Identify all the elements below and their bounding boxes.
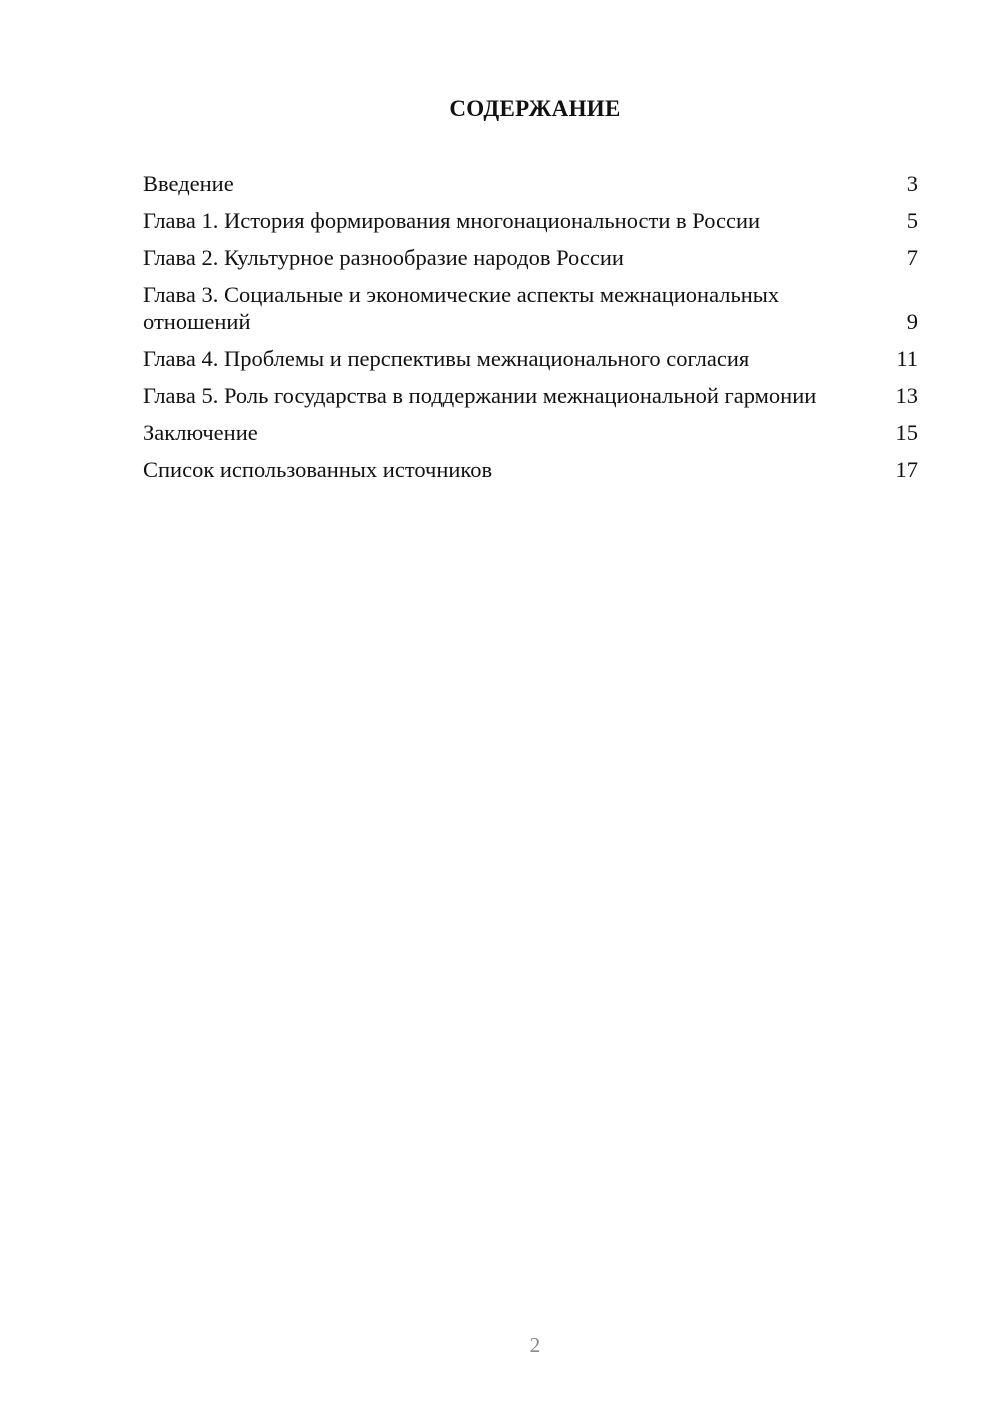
toc-entry-page: 17: [895, 457, 918, 482]
toc-entry-page: 9: [906, 309, 918, 334]
toc-entry-text: Введение: [143, 171, 234, 196]
toc-entry-chapter-3: [143, 281, 918, 335]
table-of-contents: [143, 170, 918, 493]
toc-entry-references: [143, 456, 918, 483]
toc-entry-chapter-1: [143, 207, 918, 234]
toc-entry-text: Глава 3. Социальные и экономические аспекты межнациональных отношений: [143, 282, 780, 334]
toc-entry-page: 11: [896, 346, 918, 371]
toc-entry-text: Глава 1. История формирования многонациональности в России: [143, 208, 761, 233]
toc-entry-page: 15: [895, 420, 918, 445]
page-title: СОДЕРЖАНИЕ: [449, 96, 621, 121]
toc-entry-text: Глава 4. Проблемы и перспективы межнационального согласия: [143, 346, 750, 371]
toc-entry-text: Список использованных источников: [143, 457, 493, 482]
toc-entry-text: Заключение: [143, 420, 258, 445]
toc-entry-conclusion: [143, 419, 918, 446]
page-number: 2: [529, 1333, 541, 1357]
toc-entry-page: 13: [895, 383, 918, 408]
toc-entry-text: Глава 5. Роль государства в поддержании межнациональной гармонии: [143, 383, 817, 408]
toc-entry-introduction: [143, 170, 918, 197]
toc-entry-page: 3: [906, 171, 918, 196]
toc-entry-page: 5: [906, 208, 918, 233]
toc-entry-chapter-4: [143, 345, 918, 372]
toc-entry-page: 7: [906, 245, 918, 270]
toc-entry-text: Глава 2. Культурное разнообразие народов России: [143, 245, 624, 270]
toc-entry-chapter-2: [143, 244, 918, 271]
toc-entry-chapter-5: [143, 382, 918, 409]
